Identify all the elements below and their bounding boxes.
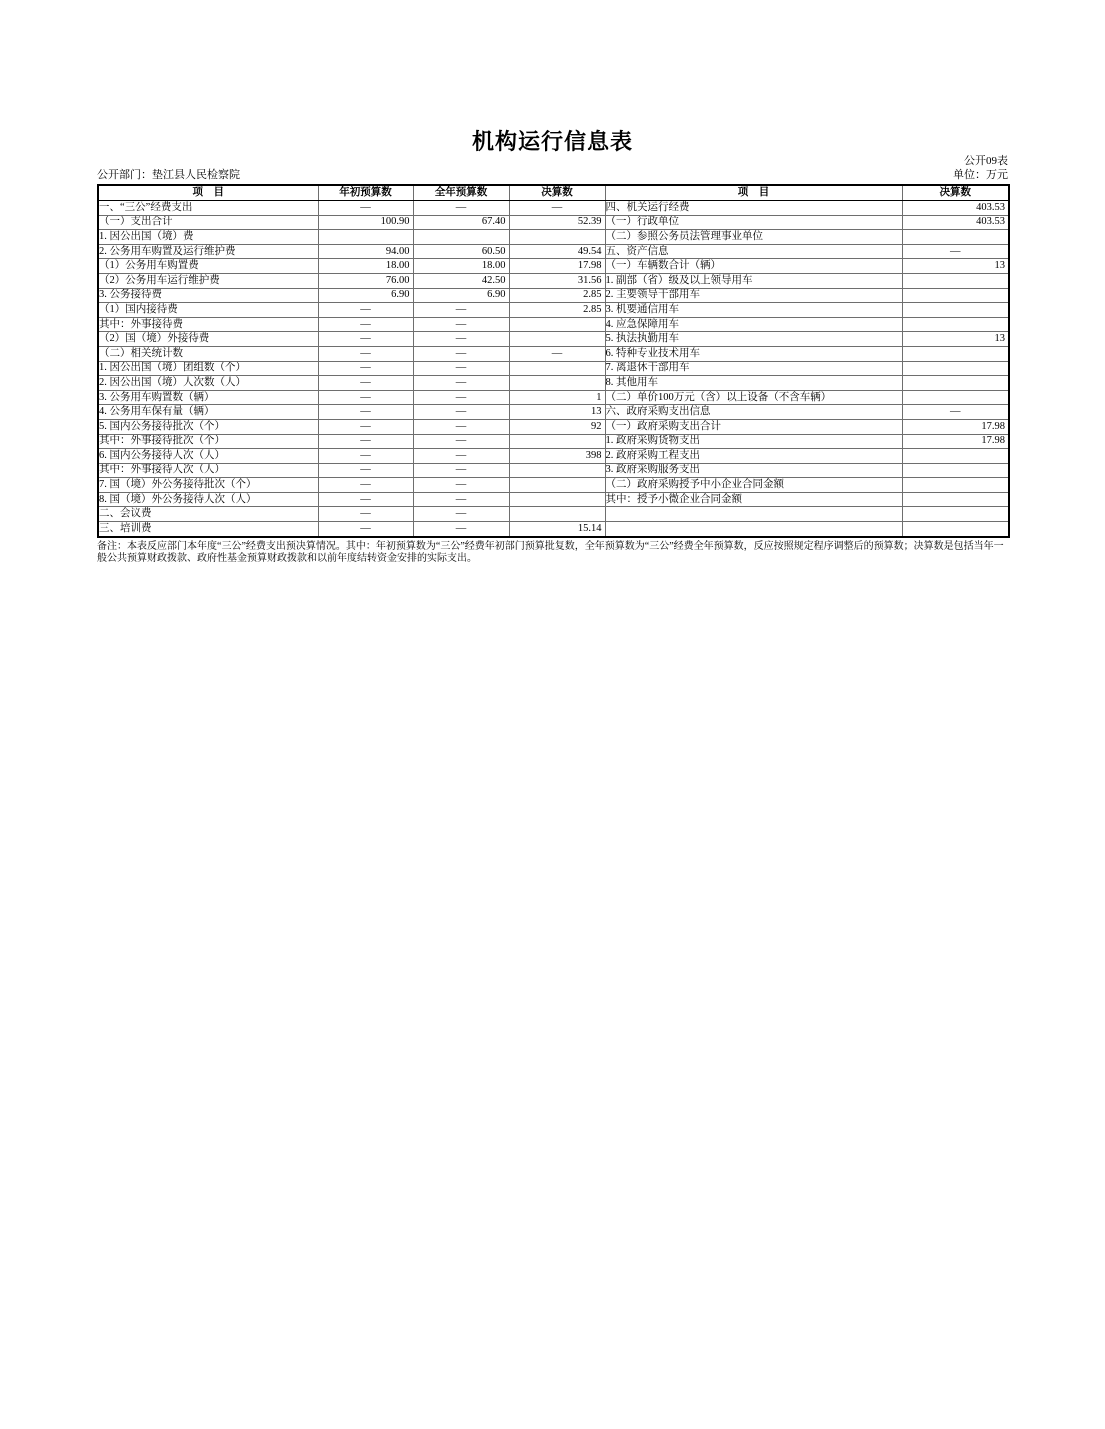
initial-budget-cell: — — [318, 390, 413, 405]
annual-budget-cell: — — [413, 419, 509, 434]
table-row — [98, 317, 1009, 332]
final-cell-left: 17.98 — [509, 259, 605, 274]
item-label-left: 其中：外事接待费 — [98, 317, 318, 332]
final-cell-right — [902, 507, 1009, 522]
item-label-right: 2. 政府采购工程支出 — [605, 449, 902, 464]
table-row — [98, 449, 1009, 464]
final-cell-left — [509, 507, 605, 522]
annual-budget-cell: — — [413, 317, 509, 332]
initial-budget-cell: 6.90 — [318, 288, 413, 303]
annual-budget-cell: — — [413, 449, 509, 464]
table-row — [98, 390, 1009, 405]
unit-label: 单位：万元 — [953, 169, 1008, 181]
final-cell-left — [509, 434, 605, 449]
item-label-left: （1）国内接待费 — [98, 303, 318, 318]
initial-budget-cell: — — [318, 361, 413, 376]
item-label-right: 3. 机要通信用车 — [605, 303, 902, 318]
annual-budget-cell: — — [413, 522, 509, 537]
initial-budget-cell: — — [318, 449, 413, 464]
final-cell-right: 13 — [902, 259, 1009, 274]
initial-budget-cell: — — [318, 478, 413, 493]
item-label-right: 四、机关运行经费 — [605, 201, 902, 216]
initial-budget-cell: 100.90 — [318, 215, 413, 230]
item-label-right: （二）参照公务员法管理事业单位 — [605, 230, 902, 245]
final-cell-right: 17.98 — [902, 419, 1009, 434]
initial-budget-cell: 76.00 — [318, 273, 413, 288]
initial-budget-cell: — — [318, 492, 413, 507]
annual-budget-cell: — — [413, 346, 509, 361]
col-header-annual-budget: 全年预算数 — [413, 185, 509, 201]
table-header — [98, 185, 1009, 201]
item-label-left: 8. 国（境）外公务接待人次（人） — [98, 492, 318, 507]
table-row — [98, 434, 1009, 449]
table-row — [98, 244, 1009, 259]
initial-budget-cell — [318, 230, 413, 245]
table-row — [98, 332, 1009, 347]
item-label-left: 1. 因公出国（境）团组数（个） — [98, 361, 318, 376]
final-cell-left — [509, 317, 605, 332]
annual-budget-cell: — — [413, 463, 509, 478]
annual-budget-cell: 67.40 — [413, 215, 509, 230]
col-header-initial-budget: 年初预算数 — [318, 185, 413, 201]
col-header-item-left: 项 目 — [98, 185, 318, 201]
item-label-left: 3. 公务接待费 — [98, 288, 318, 303]
table-row — [98, 201, 1009, 216]
item-label-right: 6. 特种专业技术用车 — [605, 346, 902, 361]
page-title: 机构运行信息表 — [471, 130, 633, 155]
final-cell-left: — — [509, 201, 605, 216]
annual-budget-cell: 6.90 — [413, 288, 509, 303]
item-label-right: （二）单价100万元（含）以上设备（不含车辆） — [605, 390, 902, 405]
item-label-right — [605, 522, 902, 537]
final-cell-left: 92 — [509, 419, 605, 434]
item-label-left: 6. 国内公务接待人次（人） — [98, 449, 318, 464]
final-cell-left: 49.54 — [509, 244, 605, 259]
table-row — [98, 507, 1009, 522]
note-text: 备注：本表反应部门本年度“三公”经费支出预决算情况。其中：年初预算数为“三公”经费年初部门预算批复数，全年预算数为“三公”经费全年预算数，反应按照规定程序调整后的预算数；决算数是包括当年一般公共预算财政拨款、政府性基金预算财政拨款和以前年度结转资金安排的实际支出。 — [97, 540, 1004, 565]
initial-budget-cell: — — [318, 303, 413, 318]
annual-budget-cell: 42.50 — [413, 273, 509, 288]
initial-budget-cell: — — [318, 332, 413, 347]
final-cell-right — [902, 522, 1009, 537]
table-row — [98, 478, 1009, 493]
item-label-left: （二）相关统计数 — [98, 346, 318, 361]
final-cell-right: 403.53 — [902, 201, 1009, 216]
table-row — [98, 259, 1009, 274]
final-cell-right — [902, 230, 1009, 245]
final-cell-right — [902, 478, 1009, 493]
annual-budget-cell: 60.50 — [413, 244, 509, 259]
final-cell-right: 17.98 — [902, 434, 1009, 449]
initial-budget-cell: — — [318, 419, 413, 434]
final-cell-left — [509, 332, 605, 347]
final-cell-left: 13 — [509, 405, 605, 420]
annual-budget-cell: — — [413, 361, 509, 376]
table-code: 公开09表 — [964, 155, 1008, 167]
final-cell-left: 31.56 — [509, 273, 605, 288]
table-row — [98, 522, 1009, 537]
final-cell-left — [509, 463, 605, 478]
annual-budget-cell: — — [413, 507, 509, 522]
initial-budget-cell: — — [318, 405, 413, 420]
final-cell-left — [509, 361, 605, 376]
final-cell-right: 13 — [902, 332, 1009, 347]
item-label-left: 一、“三公”经费支出 — [98, 201, 318, 216]
final-cell-right — [902, 492, 1009, 507]
table-row — [98, 288, 1009, 303]
final-cell-right — [902, 303, 1009, 318]
item-label-right: 5. 执法执勤用车 — [605, 332, 902, 347]
item-label-right: （二）政府采购授予中小企业合同金额 — [605, 478, 902, 493]
final-cell-right: — — [902, 244, 1009, 259]
final-cell-right — [902, 463, 1009, 478]
item-label-right: 2. 主要领导干部用车 — [605, 288, 902, 303]
item-label-right: 8. 其他用车 — [605, 376, 902, 391]
col-header-final-left: 决算数 — [509, 185, 605, 201]
annual-budget-cell: — — [413, 390, 509, 405]
final-cell-left: 15.14 — [509, 522, 605, 537]
initial-budget-cell: — — [318, 507, 413, 522]
final-cell-right — [902, 376, 1009, 391]
item-label-right: 3. 政府采购服务支出 — [605, 463, 902, 478]
table-row — [98, 405, 1009, 420]
item-label-right: （一）政府采购支出合计 — [605, 419, 902, 434]
annual-budget-cell: — — [413, 492, 509, 507]
item-label-right: 六、政府采购支出信息 — [605, 405, 902, 420]
annual-budget-cell: — — [413, 201, 509, 216]
department-label: 公开部门：垫江县人民检察院 — [97, 169, 240, 181]
table-row — [98, 303, 1009, 318]
item-label-left: （2）国（境）外接待费 — [98, 332, 318, 347]
initial-budget-cell: 18.00 — [318, 259, 413, 274]
item-label-left: 其中：外事接待批次（个） — [98, 434, 318, 449]
final-cell-left — [509, 492, 605, 507]
item-label-left: 三、培训费 — [98, 522, 318, 537]
item-label-left: 二、会议费 — [98, 507, 318, 522]
item-label-left: 7. 国（境）外公务接待批次（个） — [98, 478, 318, 493]
item-label-right: 五、资产信息 — [605, 244, 902, 259]
meta-row — [97, 169, 1008, 181]
item-label-left: 4. 公务用车保有量（辆） — [98, 405, 318, 420]
initial-budget-cell: — — [318, 201, 413, 216]
item-label-left: 其中：外事接待人次（人） — [98, 463, 318, 478]
table-row — [98, 273, 1009, 288]
final-cell-right: 403.53 — [902, 215, 1009, 230]
final-cell-left — [509, 230, 605, 245]
item-label-right: 4. 应急保障用车 — [605, 317, 902, 332]
final-cell-right — [902, 273, 1009, 288]
item-label-right: （一）车辆数合计（辆） — [605, 259, 902, 274]
table-row — [98, 492, 1009, 507]
final-cell-left: 1 — [509, 390, 605, 405]
item-label-right: 7. 离退休干部用车 — [605, 361, 902, 376]
table-row — [98, 419, 1009, 434]
item-label-left: 5. 国内公务接待批次（个） — [98, 419, 318, 434]
annual-budget-cell: — — [413, 303, 509, 318]
item-label-left: （1）公务用车购置费 — [98, 259, 318, 274]
item-label-right: 1. 副部（省）级及以上领导用车 — [605, 273, 902, 288]
col-header-final-right: 决算数 — [902, 185, 1009, 201]
final-cell-left: 2.85 — [509, 303, 605, 318]
item-label-right — [605, 507, 902, 522]
item-label-right: 其中：授予小微企业合同金额 — [605, 492, 902, 507]
final-cell-right — [902, 361, 1009, 376]
item-label-left: 2. 公务用车购置及运行维护费 — [98, 244, 318, 259]
final-cell-left: — — [509, 346, 605, 361]
table-row — [98, 361, 1009, 376]
final-cell-right — [902, 317, 1009, 332]
initial-budget-cell: 94.00 — [318, 244, 413, 259]
table-row — [98, 463, 1009, 478]
info-table — [97, 184, 1010, 538]
initial-budget-cell: — — [318, 376, 413, 391]
table-row — [98, 230, 1009, 245]
item-label-left: （2）公务用车运行维护费 — [98, 273, 318, 288]
item-label-left: 3. 公务用车购置数（辆） — [98, 390, 318, 405]
final-cell-right: — — [902, 405, 1009, 420]
item-label-left: 1. 因公出国（境）费 — [98, 230, 318, 245]
final-cell-left — [509, 478, 605, 493]
annual-budget-cell: 18.00 — [413, 259, 509, 274]
annual-budget-cell: — — [413, 332, 509, 347]
final-cell-left — [509, 376, 605, 391]
table-row — [98, 376, 1009, 391]
final-cell-right — [902, 346, 1009, 361]
annual-budget-cell: — — [413, 376, 509, 391]
col-header-item-right: 项 目 — [605, 185, 902, 201]
initial-budget-cell: — — [318, 463, 413, 478]
final-cell-right — [902, 390, 1009, 405]
item-label-right: （一）行政单位 — [605, 215, 902, 230]
annual-budget-cell: — — [413, 405, 509, 420]
final-cell-left: 52.39 — [509, 215, 605, 230]
item-label-left: 2. 因公出国（境）人次数（人） — [98, 376, 318, 391]
item-label-right: 1. 政府采购货物支出 — [605, 434, 902, 449]
item-label-left: （一）支出合计 — [98, 215, 318, 230]
final-cell-left: 398 — [509, 449, 605, 464]
table-body — [98, 201, 1009, 537]
final-cell-right — [902, 449, 1009, 464]
annual-budget-cell: — — [413, 478, 509, 493]
initial-budget-cell: — — [318, 522, 413, 537]
initial-budget-cell: — — [318, 317, 413, 332]
header-row — [98, 185, 1009, 201]
table-row — [98, 346, 1009, 361]
table-row — [98, 215, 1009, 230]
annual-budget-cell — [413, 230, 509, 245]
final-cell-right — [902, 288, 1009, 303]
initial-budget-cell: — — [318, 346, 413, 361]
annual-budget-cell: — — [413, 434, 509, 449]
initial-budget-cell: — — [318, 434, 413, 449]
final-cell-left: 2.85 — [509, 288, 605, 303]
document-content — [97, 0, 1008, 566]
